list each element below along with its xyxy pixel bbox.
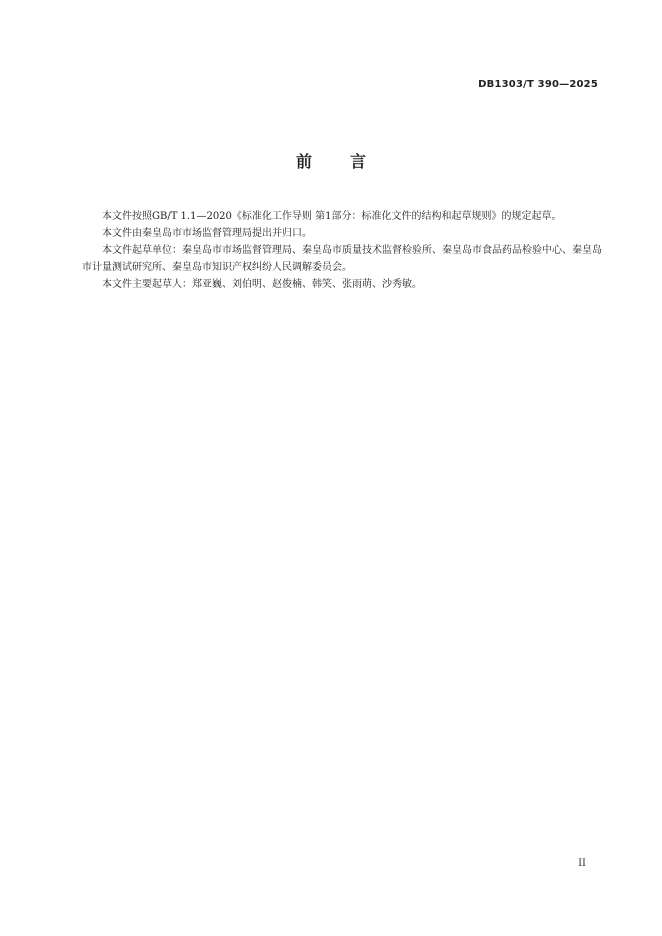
paragraph-drafters: 本文件主要起草人：郑亚巍、刘伯明、赵俊楠、韩笑、张雨萌、沙秀敏。 xyxy=(102,279,422,290)
title-char-2: 言 xyxy=(350,152,367,171)
foreword-body xyxy=(82,208,602,293)
paragraph-drafting-units: 本文件起草单位：秦皇岛市市场监督管理局、秦皇岛市质量技术监督检验所、秦皇岛市食品药品检验中心、秦皇岛市计量测试研究所、秦皇岛市知识产权纠纷人民调解委员会。 xyxy=(82,245,602,273)
title-char-1: 前 xyxy=(295,152,312,171)
paragraph-drafting-rules: 本文件按照GB/T 1.1—2020《标准化工作导则 第1部分：标准化文件的结构和起草规则》的规定起草。 xyxy=(102,211,562,222)
paragraph-proposer: 本文件由秦皇岛市市场监督管理局提出并归口。 xyxy=(102,228,312,239)
document-code: DB1303/T 390—2025 xyxy=(478,79,598,90)
page-number: II xyxy=(578,858,586,869)
page-title xyxy=(0,149,662,172)
